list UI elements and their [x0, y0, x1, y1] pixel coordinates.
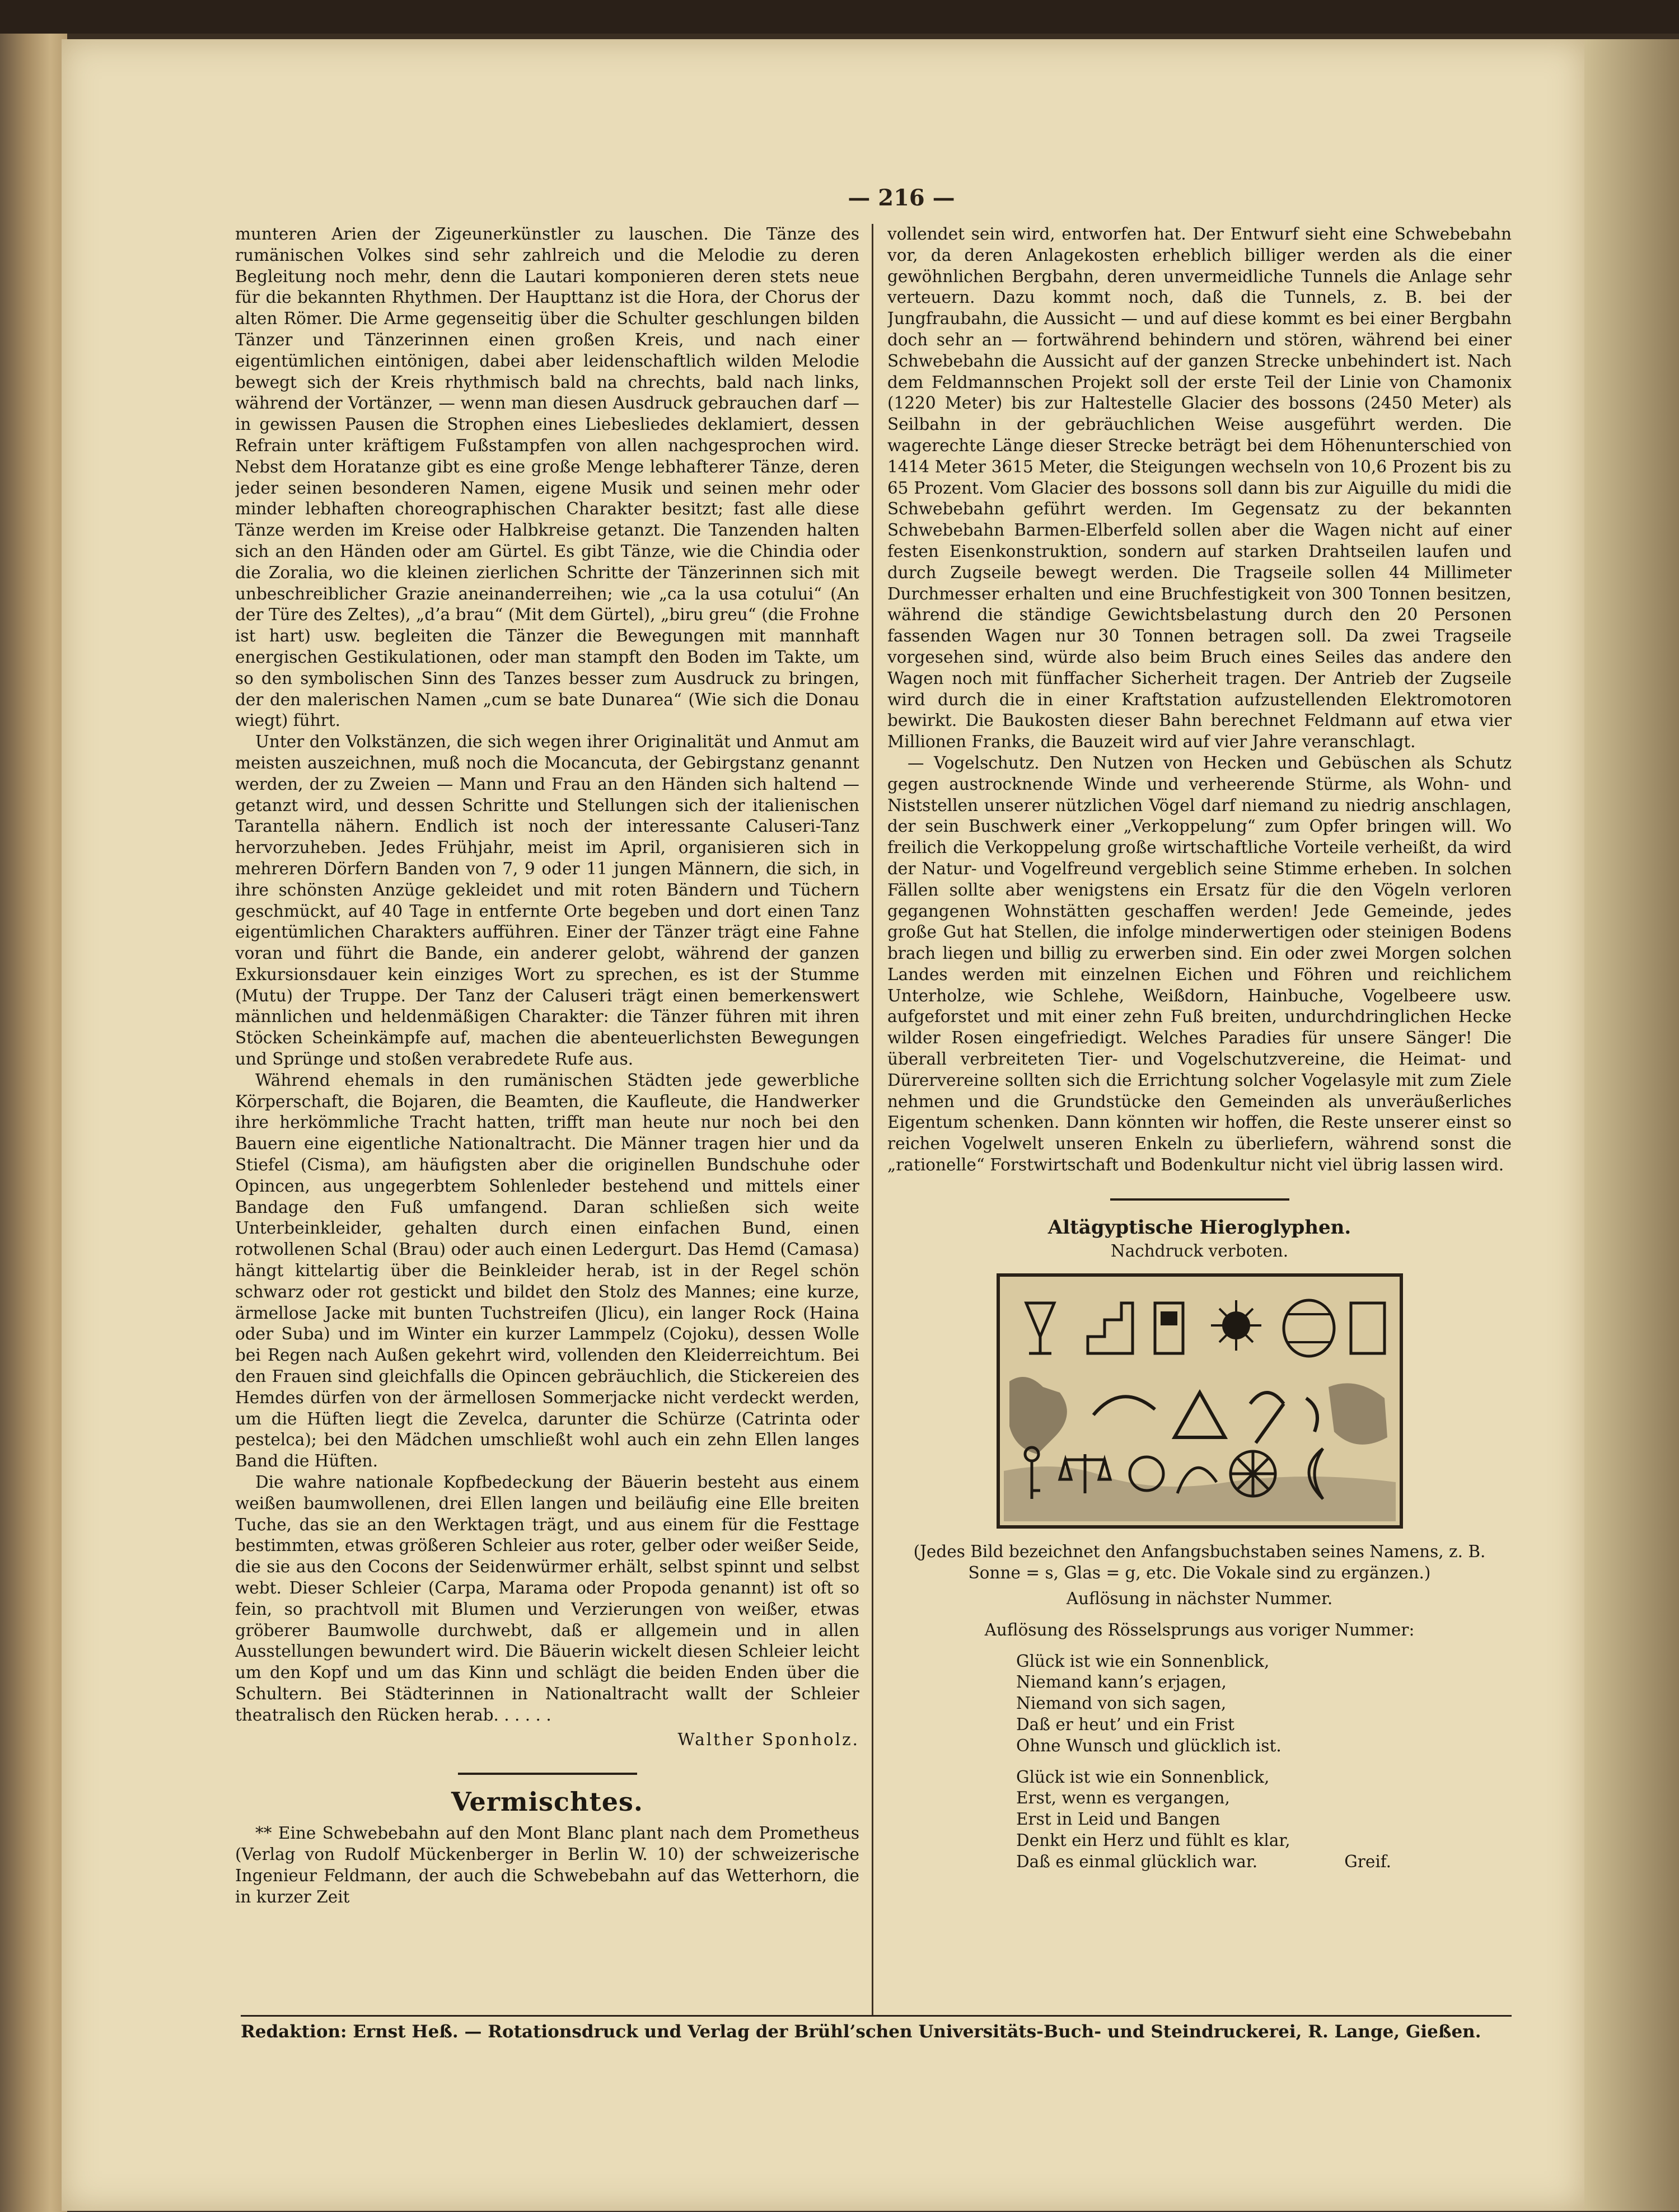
article-paragraph: vollendet sein wird, entworfen hat. Der Entwurf sieht eine Schwebebahn vor, da deren Anlagekosten erheblich billiger werden als die einer gewöhnlichen Bergbahn, deren unvermeidliche Tunnels die Anlage sehr verteuern. Dazu kommt noch, daß die Tunnels, z. B. bei der Jungfraubahn, die Aussicht — und auf diese kommt es bei einer Bergbahn doch sehr an — fortwährend behindern und stören, während bei einer Schwebebahn die Aussicht auf der ganzen Strecke unbehindert ist. Nach dem Feldmannschen Projekt soll der erste Teil der Linie von Chamonix (1220 Meter) bis zur Haltestelle Glacier des bossons (2450 Meter) als Seilbahn in der gebräuchlichen Weise ausgeführt werden. Die wagerechte Länge dieser Strecke beträgt bei dem Höhenunterschied von 1414 Meter 3615 Meter, die Steigungen wechseln von 10,6 Prozent bis zu 65 Prozent. Vom Glacier des bossons soll dann bis zur Aiguille du midi die Schwebebahn geführt werden. Im Gegensatz zu der bekannten Schwebebahn Barmen-Elberfeld sollen aber die Wagen nicht auf einer festen Eisenkonstruktion, sondern auf starken Drahtseilen laufen und durch Zugseile bewegt werden. Die Tragseile sollen 44 Millimeter Durchmesser erhalten und eine Bruchfestigkeit von 300 Tonnen besitzen, während die ständige Gewichtsbelastung durch den 20 Personen fassenden Wagen nur 30 Tonnen betragen soll. Da zwei Tragseile vorgesehen sind, würde also beim Bruch eines Seiles das andere den Wagen noch mit fünffacher Sicherheit tragen. Der Antrieb der Zugseile wird durch die in einer Kraftstation aufzustellenden Elektromotoren bewirkt. Die Baukosten dieser Bahn berechnet Feldmann auf etwa vier Millionen Franks, die Bauzeit wird auf vier Jahre veranschlagt.: [887, 224, 1512, 752]
puzzle-caption: (Jedes Bild bezeichnet den Anfangsbuchstaben seines Namens, z. B. Sonne = s, Glas = g, etc. Die Vokale sind zu ergänzen.): [913, 1542, 1486, 1583]
poem-line: Glück ist wie ein Sonnenblick,: [1016, 1651, 1270, 1671]
imprint-footer: Redaktion: Ernst Heß. — Rotationsdruck und Verlag der Brühl’schen Universitäts-Buch- und Steindruckerei, R. Lange, Gießen.: [241, 2022, 1481, 2042]
article-paragraph: munteren Arien der Zigeunerkünstler zu lauschen. Die Tänze des rumänischen Volkes sind sehr zahlreich und die Melodie zu deren Begleitung noch mehr, denn die Lautari komponieren deren stets neue für die bekannten Rhythmen. Der Haupttanz ist die Hora, der Chorus der alten Römer. Die Arme gegenseitig über die Schulter geschlungen bilden Tänzer und Tänzerinnen einen großen Kreis, und nach einer eigentümlichen eintönigen, dabei aber leidenschaftlich wilden Melodie bewegt sich der Kreis rhythmisch bald na chrechts, bald nach links, während der Vortänzer, — wenn man diesen Ausdruck gebrauchen darf — in gewissen Pausen die Strophen eines Liebesliedes deklamiert, dessen Refrain unter kräftigem Fußstampfen von allen nachgesprochen wird. Nebst dem Horatanze gibt es eine große Menge lebhafterer Tänze, deren jeder seinen besonderen Namen, eigene Musik und seinen mehr oder minder lebhaften choreographischen Charakter besitzt; fast alle diese Tänze werden im Kreise oder Halbkreise getanzt. Die Tanzenden halten sich an den Händen oder am Gürtel. Es gibt Tänze, wie die Chindia oder die Zoralia, wo die kleinen zierlichen Schritte der Tänzerinnen sich mit unbeschreiblicher Grazie aneinanderreihen; wie „ca la usa cotului“ (An der Türe des Zeltes), „d’a brau“ (Mit dem Gürtel), „biru greu“ (die Frohne ist hart) usw. begleiten die Tänzer die Bewegungen mit mannhaft energischen Gestikulationen, oder man stampft den Boden im Takte, um so den symbolischen Sinn des Tanzes besser zum Ausdruck zu bringen, der den malerischen Namen „cum se bate Dunarea“ (Wie sich die Donau wiegt) führt.: [235, 224, 859, 730]
spine-shadow: [0, 0, 1679, 34]
poem-line: Erst in Leid und Bangen: [1016, 1810, 1220, 1829]
poem-last-line-row: [1016, 1852, 1391, 1873]
puzzle-heading: Altägyptische Hieroglyphen.: [1047, 1216, 1351, 1239]
page-number: — 216 —: [848, 185, 955, 211]
section-heading: Vermischtes.: [451, 1787, 643, 1817]
article-paragraph: Die wahre nationale Kopfbedeckung der Bäuerin besteht aus einem weißen baumwollenen, drei Ellen langen und beiläufig eine Elle breiten Tuche, das sie an den Werktagen trägt, und aus einem für die Festtage bestimmten, etwas größeren Schleier aus roter, gelber oder weißer Seide, die sie aus den Cocons der Seidenwürmer erhält, selbst spinnt und selbst webt. Dieser Schleier (Carpa, Marama oder Propoda genannt) ist oft so fein, so prachtvoll mit Blumen und Verzierungen von weißer, etwas gröberer Baumwolle durchwebt, daß er allgemein und in allen Ausstellungen bewundert wird. Die Bäuerin wickelt diesen Schleier leicht um den Kopf und um das Kinn und schlägt die beiden Enden über die Schultern. Bei Städterinnen in Nationaltracht wallt der Schleier theatralisch den Rücken herab. . . . . .: [235, 1473, 859, 1724]
poem-line: Glück ist wie ein Sonnenblick,: [1016, 1767, 1270, 1787]
hieroglyph-illustration: [993, 1269, 1407, 1533]
reprint-note: Nachdruck verboten.: [1110, 1241, 1289, 1260]
poem-line: Denkt ein Herz und fühlt es klar,: [1016, 1831, 1290, 1850]
poem-line: Niemand kann’s erjagen,: [1016, 1672, 1227, 1692]
poem-title: Auflösung des Rösselsprungs aus voriger Nummer:: [984, 1620, 1415, 1639]
section-divider: [1110, 1198, 1289, 1201]
footer-rule: [241, 2015, 1512, 2017]
poem-author: Greif.: [1344, 1852, 1391, 1871]
right-column: [887, 224, 1512, 1970]
solution-note: Auflösung in nächster Nummer.: [1066, 1589, 1333, 1609]
poem-line: Erst, wenn es vergangen,: [1016, 1788, 1230, 1808]
article-paragraph: Unter den Volkstänzen, die sich wegen ihrer Originalität und Anmut am meisten auszeichnen, muß noch die Mocancuta, der Gebirgstanz genannt werden, der zu Zweien — Mann und Frau an den Händen sich haltend — getanzt wird, und dessen Schritte und Stellungen sich der italienischen Tarantella nähern. Endlich ist noch der interessante Caluseri-Tanz hervorzuheben. Jedes Frühjahr, meist im April, organisieren sich in mehreren Dörfern Banden von 7, 9 oder 11 jungen Männern, die sich, in ihre schönsten Anzüge gekleidet und mit roten Bändern und Tüchern geschmückt, auf 40 Tage in entfernte Orte begeben und dort einen Tanz eigentümlichen Charakters aufführen. Einer der Tänzer trägt eine Fahne voran und führt die Bande, ein anderer gelobt, während der ganzen Exkursionsdauer kein einziges Wort zu sprechen, es ist der Stumme (Mutu) der Truppe. Der Tanz der Caluseri trägt einen bemerkenswert männlichen und heldenmäßigen Charakter: die Tänzer führen mit ihren Stöcken Scheinkämpfe auf, machen die abenteuerlichsten Bewegungen und Sprünge und stoßen verabredete Rufe aus.: [235, 732, 859, 1069]
left-column: [235, 224, 859, 1970]
stanza-gap: [1016, 1757, 1512, 1767]
column-rule: [872, 224, 873, 2015]
article-paragraph: — Vogelschutz. Den Nutzen von Hecken und Gebüschen als Schutz gegen austrocknende Winde und verheerende Stürme, als Wohn- und Niststellen unserer nützlichen Vögel darf niemand zu niedrig anschlagen, der sein Buschwerk einer „Verkoppelung“ zum Opfer bringen will. Wo freilich die Verkoppelung große wirtschaftliche Vorteile verheißt, da wird der Natur- und Vogelfreund vergeblich seine Stimme erheben. In solchen Fällen sollte aber wenigstens ein Ersatz für die den Vögeln verloren gegangenen Wohnstätten geschaffen werden! Jede Gemeinde, jedes große Gut hat Stellen, die infolge minderwertigen oder steinigen Bodens brach liegen und billig zu erwerben sind. Ein oder zwei Morgen solchen Landes werden mit einzelnen Eichen und Föhren und reichlichem Unterholze, wie Schlehe, Weißdorn, Hainbuche, Vogelbeere usw. aufgeforstet und mit einer zehn Fuß breiten, undurchdringlichen Hecke wilder Rosen eingefriedigt. Welches Paradies für unsere Sänger! Die überall verbreiteten Tier- und Vogelschutzvereine, die Heimat- und Dürervereine sollten sich die Errichtung solcher Vogelasyle mit zum Ziele nehmen und die Grundstücke den Gemeinden als unveräußerliches Eigentum schenken. Dann könnten wir hoffen, die Reste unserer einst so reichen Vogelwelt unseren Enkeln zu überliefern, während sonst die „rationelle“ Forstwirtschaft und Bodenkultur nicht viel übrig lassen wird.: [887, 753, 1512, 1175]
poem-line: Ohne Wunsch und glücklich ist.: [1016, 1736, 1282, 1755]
poem-line: Niemand von sich sagen,: [1016, 1694, 1227, 1713]
book-page-edges: [0, 34, 67, 2212]
hieroglyph-puzzle-image: [993, 1269, 1407, 1533]
poem-line: Daß es einmal glücklich war.: [1016, 1852, 1258, 1871]
poem-line: Daß er heut’ und ein Frist: [1016, 1715, 1234, 1735]
section-divider: [458, 1773, 637, 1775]
article-paragraph: Während ehemals in den rumänischen Städten jede gewerbliche Körperschaft, die Bojaren, die Beamten, die Kaufleute, die Handwerker ihre herkömmliche Tracht hatten, trifft man heute nur noch bei den Bauern eine eigentliche Nationaltracht. Die Männer tragen hier und da Stiefel (Cisma), am häufigsten aber die originellen Bundschuhe oder Opincen, aus ungegerbtem Sohlenleder bestehend und mittels einer Bandage den Fuß umfangend. Daran schließen sich weite Unterbeinkleider, gehalten durch einen einfachen Bund, einen rotwollenen Schal (Brau) oder auch einen Ledergurt. Das Hemd (Camasa) hängt kittelartig über die Beinkleider herab, ist in der Regel schön schwarz oder rot gestickt und bildet den Stolz des Mannes; eine kurze, ärmellose Jacke mit bunten Tuchstreifen (Jlicu), ein langer Rock (Haina oder Suba) und im Winter ein kurzer Lammpelz (Cojoku), dessen Wolle bei Regen nach Außen gekehrt wird, vollenden den Kleiderreichtum. Bei den Frauen sind gleichfalls die Opincen gebräuchlich, die Stickereien des Hemdes dürfen von der ärmellosen Sommerjacke nicht verdeckt werden, um die Hüften liegt die Zevelca, darunter die Schürze (Catrinta oder pestelca); bei den Mädchen umschließt wohl auch ein zehn Ellen langes Band die Hüften.: [235, 1070, 859, 1471]
article-paragraph: ** Eine Schwebebahn auf den Mont Blanc plant nach dem Prometheus (Verlag von Rudolf Mückenberger in Berlin W. 10) der schweizerische Ingenieur Feldmann, der auch die Schwebebahn auf das Wetterhorn, die in kurzer Zeit: [235, 1824, 859, 1906]
poem: [1016, 1651, 1512, 1873]
page-right-margin: [1584, 39, 1679, 2211]
author-signature: Walther Sponholz.: [677, 1730, 859, 1749]
